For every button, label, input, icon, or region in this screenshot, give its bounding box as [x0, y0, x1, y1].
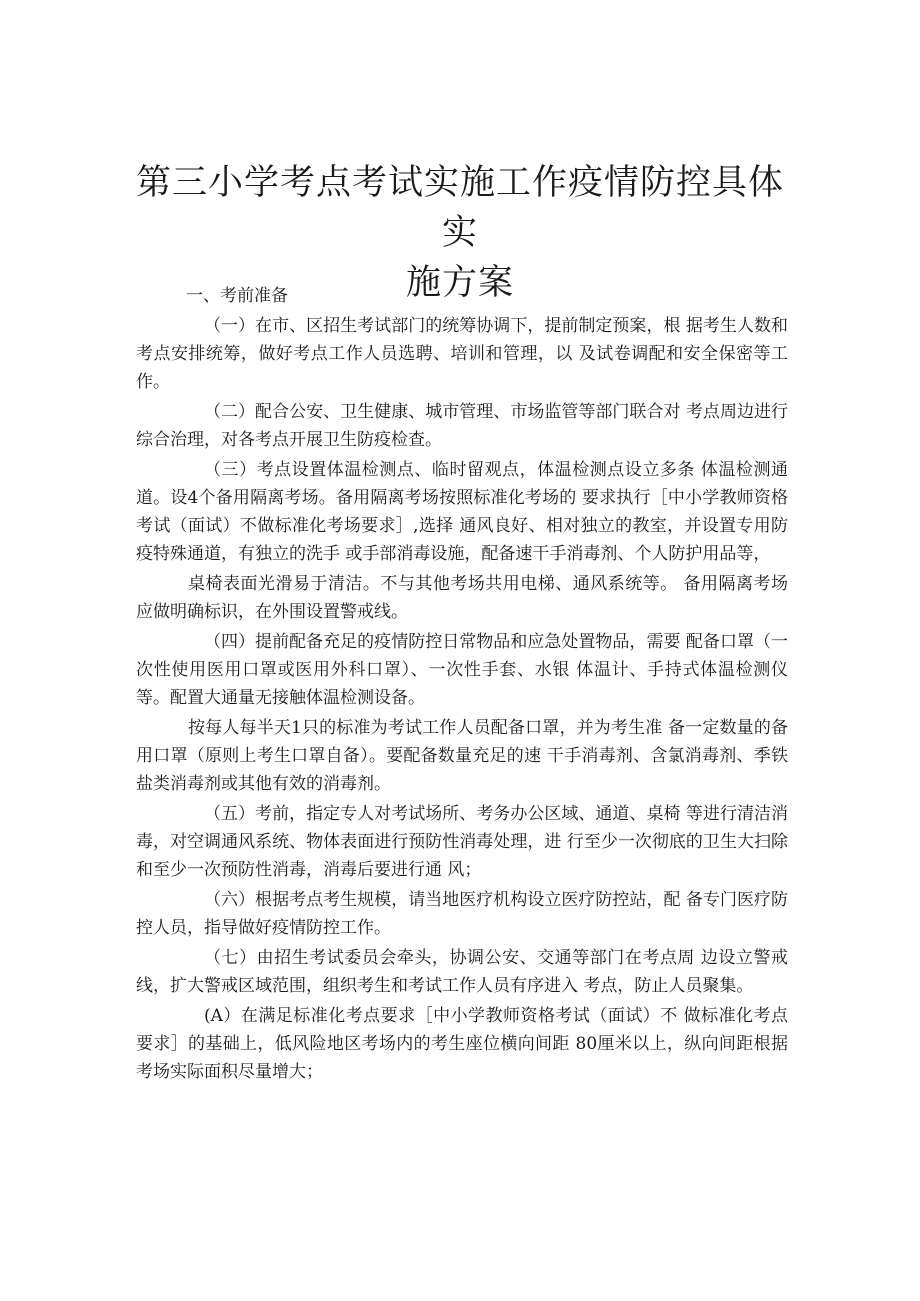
paragraph: （四）提前配备充足的疫情防控日常物品和应急处置物品，需要 配备口罩（一次性使用医用口罩或医用外科口罩）、一次性手套、水银 体温计、手持式体温检测仪等。配置大通量无接触体温检测设备。 [136, 632, 788, 708]
section-heading: 一、考前准备 [186, 286, 288, 306]
title-line-1: 第三小学考点考试实施工作疫情防控具体实 [135, 163, 784, 253]
paragraph: (A）在满足标准化考点要求［中小学教师资格考试（面试）不 做标准化考点要求］的基础上，低风险地区考场内的考生座位横向间距 80厘米以上，纵向间距根据考场实际面积尽量增大； [136, 1006, 788, 1082]
paragraph: 按每人每半天1只的标准为考试工作人员配备口罩，并为考生准 备一定数量的备用口罩（原则上考生口罩自备）。要配备数量充足的速 干手消毒剂、含氯消毒剂、季铁盐类消毒剂或其他有效的消毒剂。 [136, 718, 788, 794]
paragraph: （五）考前，指定专人对考试场所、考务办公区域、通道、桌椅 等进行清洁消毒，对空调通风系统、物体表面进行预防性消毒处理，进 行至少一次彻底的卫生大扫除和至少一次预防性消毒，消毒后要进行通 风； [136, 804, 788, 880]
paragraph: （六）根据考点考生规模，请当地医疗机构设立医疗防控站，配 备专门医疗防控人员，指导做好疫情防控工作。 [136, 890, 788, 938]
paragraph: （二）配合公安、卫生健康、城市管理、市场监管等部门联合对 考点周边进行综合治理，对各考点开展卫生防疫检查。 [136, 402, 788, 450]
paragraph: （三）考点设置体温检测点、临时留观点，体温检测点设立多条 体温检测通道。设4个备用隔离考场。备用隔离考场按照标准化考场的 要求执行［中小学教师资格考试（面试）不做标准化考场要求］,选择 通风良好、相对独立的教室，并设置专用防疫特殊通道，有独立的洗手 或手部消毒设施，配备速干手消毒剂、个人防护用品等， [136, 460, 788, 564]
paragraph: （一）在市、区招生考试部门的统筹协调下，提前制定预案，根 据考生人数和考点安排统筹，做好考点工作人员选聘、培训和管理，以 及试卷调配和安全保密等工作。 [136, 316, 788, 392]
paragraph: 桌椅表面光滑易于清洁。不与其他考场共用电梯、通风系统等。 备用隔离考场应做明确标识，在外围设置警戒线。 [136, 574, 788, 622]
document-body [136, 282, 788, 1088]
paragraph: （七）由招生考试委员会牵头，协调公安、交通等部门在考点周 边设立警戒线，扩大警戒区域范围，组织考生和考试工作人员有序进入 考点，防止人员聚集。 [136, 948, 788, 996]
title-line-2: 施方案 [405, 263, 514, 303]
